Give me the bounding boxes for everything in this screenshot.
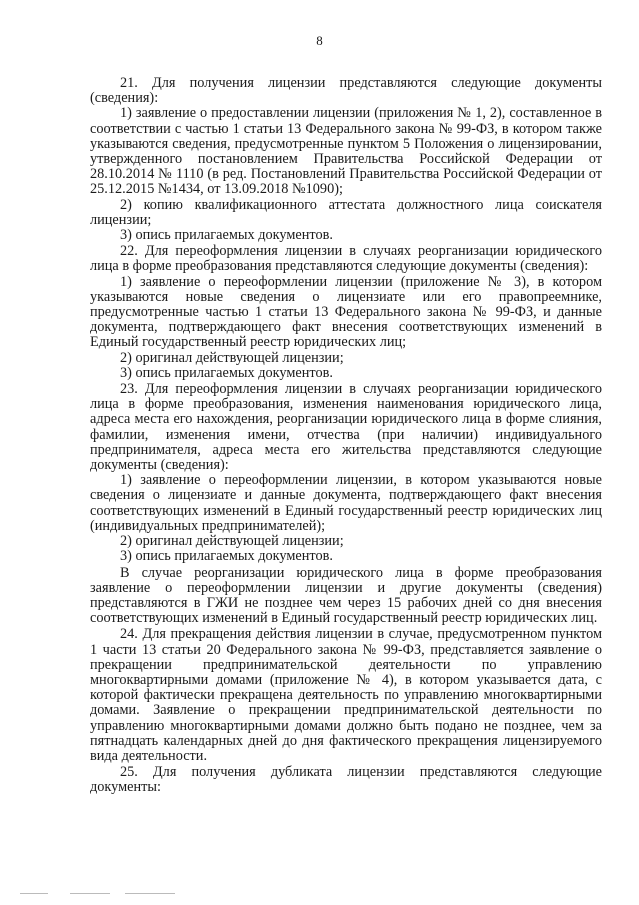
paragraph-22-item-3: 3) опись прилагаемых документов. — [120, 364, 333, 381]
paragraph-22-item-1: 1) заявление о переоформлении лицензии (приложение № 3), в котором указываются новые сведения о лицензиате или его правопреемнике, предусмотренные частью 1 статьи 13 Федерального закона № 99-ФЗ, и данные документа, подтверждающего факт внесения соответствующих изменений в Единый государственный реестр юридических лиц; — [90, 273, 602, 351]
paragraph-22-item-2: 2) оригинал действующей лицензии; — [120, 349, 344, 366]
page-number: 8 — [316, 33, 323, 48]
paragraph-25: 25. Для получения дубликата лицензии представляются следующие документы: — [90, 764, 602, 796]
paragraph-21-item-2: 2) копию квалификационного аттестата должностного лица соискателя лицензии; — [90, 196, 602, 228]
paragraph-reorganization-note: В случае реорганизации юридического лица в форме преобразования заявление о переоформлении лицензии и другие документы (сведения) представляются в ГЖИ не позднее чем через 15 рабочих дней со дня внесения соответствующих изменений в Единый государственный реестр юридических лиц. — [90, 564, 602, 627]
paragraph-21: 21. Для получения лицензии представляются следующие документы (сведения): — [90, 75, 602, 107]
paragraph-21-item-3: 3) опись прилагаемых документов. — [120, 227, 333, 244]
paragraph-23-item-2: 2) оригинал действующей лицензии; — [120, 533, 344, 550]
scan-edge-marks — [0, 893, 639, 899]
paragraph-22: 22. Для переоформления лицензии в случаях реорганизации юридического лица в форме преобразования представляются следующие документы (сведения): — [90, 243, 602, 275]
paragraph-23-item-1: 1) заявление о переоформлении лицензии, в котором указываются новые сведения о лицензиате и данные документа, подтверждающего факт внесения соответствующих изменений в Единый государственный реестр юридических лиц (индивидуальных предпринимателей); — [90, 472, 602, 534]
document-body — [90, 76, 602, 796]
paragraph-21-item-1: 1) заявление о предоставлении лицензии (приложения № 1, 2), составленное в соответствии с частью 1 статьи 13 Федерального закона № 99-ФЗ, в котором также указываются сведения, предусмотренные пунктом 5 Положения о лицензировании, утвержденного постановлением Правительства Российской Федерации от 28.10.2014 № 1110 (в ред. Постановлений Правительства Российской Федерации от 25.12.2015 №1434, от 13.09.2018 №1090); — [90, 105, 602, 198]
paragraph-23-item-3: 3) опись прилагаемых документов. — [120, 548, 333, 565]
paragraph-24: 24. Для прекращения действия лицензии в случае, предусмотренном пунктом 1 части 13 статьи 20 Федерального закона № 99-ФЗ, представляется заявление о прекращении предпринимательской деятельности по управлению многоквартирными домами (приложение № 4), в котором указывается дата, с которой фактически прекращена деятельность по управлению многоквартирными домами. Заявление о прекращении предпринимательской деятельности по управлению многоквартирными домами должно быть подано не позднее, чем за пятнадцать календарных дней до дня фактического прекращения лицензируемого вида деятельности. — [90, 626, 602, 764]
paragraph-23: 23. Для переоформления лицензии в случаях реорганизации юридического лица в форме преобразования, изменения наименования юридического лица, адреса места его нахождения, реорганизации юридического лица в форме слияния, фамилии, изменения имени, отчества (при наличии) индивидуального предпринимателя, адреса места его жительства представляются следующие документы (сведения): — [90, 381, 602, 474]
